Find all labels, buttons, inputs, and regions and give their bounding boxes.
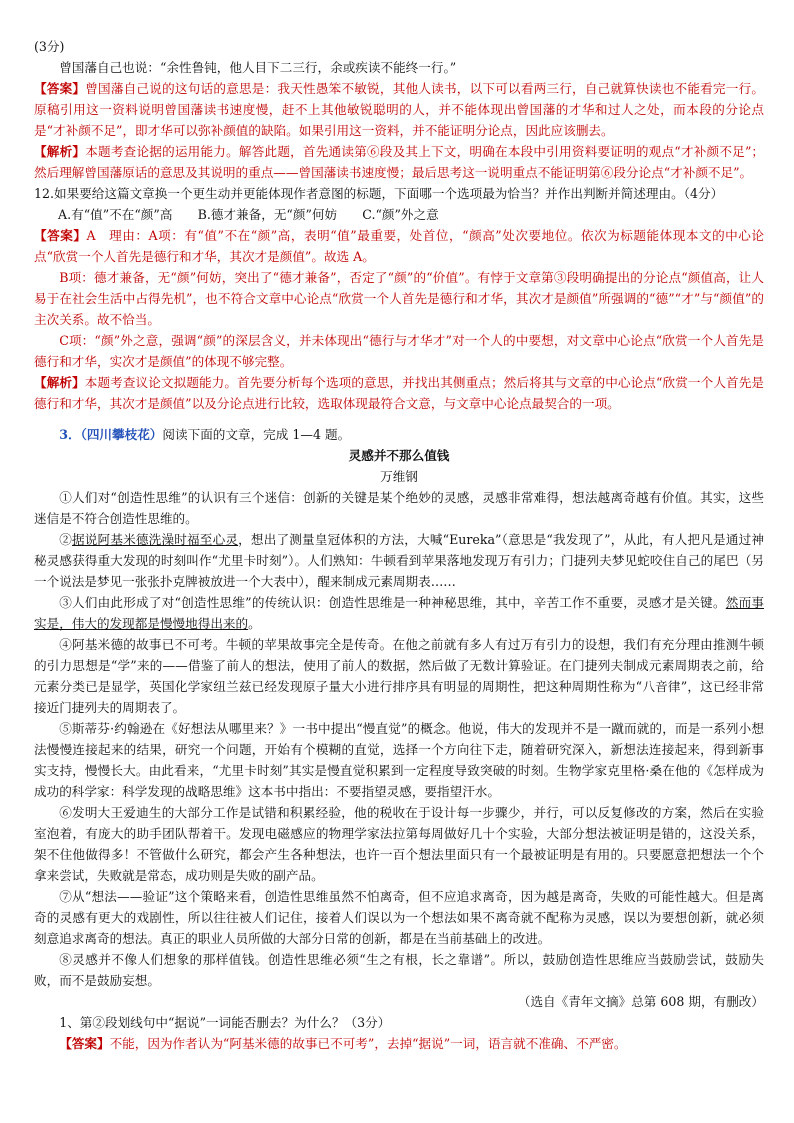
article-source: （选自《青年文摘》总第 608 期，有删改） [517, 994, 764, 1009]
question-12: 12.如果要给这篇文章换一个更生动并更能体现作者意图的标题，下面哪一个选项最为恰当？并作出判断并简述理由。（4分） [34, 186, 724, 201]
paragraph-4: ④阿基米德的故事已不可考。牛顿的苹果故事完全是传奇。在他之前就有多人有过万有引力的设想，我们有充分理由推测牛顿的引力思想是“学”来的——借鉴了前人的想法，使用了前人的数据，然后做了无数计算验证。在门捷列夫制成元素周期表之前，给元素分类已是显学，英国化学家纽兰兹已经发现原子量大小进行排序具有明显的周期性，把这种周期性称为“八音律”，这已经非常接近门捷列夫的周期表了。 [34, 637, 764, 715]
answer-option-c-tail: 对一个人的中要想，对文章中心论点“欣赏一个人首先是德行和才华，实次才是颜值”的体现不够完整。 [34, 333, 764, 369]
analysis-quote-2: “才补颜不足” [663, 165, 740, 180]
analysis-quote: “才补颜不足” [674, 144, 752, 159]
paragraph-5: ⑤斯蒂芬·约翰逊在《好想法从哪里来？》一书中提出“慢直觉”的概念。他说，伟大的发现并不是一蹴而就的，而是一系列小想法慢慢连接起来的结果，研究一个问题，开始有个模糊的直觉，选择一个方向往下走，随着研究深入，新想法连接起来，得到新事实支持，慢慢长大。由此看来，“尤里卡时刻”其实是慢直觉积累到一定程度导致突破的时刻。生物学家克里格·桑在他的《怎样成为成功的科学家：科学发现的战略思维》这本书中指出：不要指望灵感，要指望汗水。 [34, 721, 764, 799]
section-3-heading [34, 424, 764, 445]
answer-option-c-text: C项：“颜”外之意，强调“颜”的深层含义，并未体现出 [59, 333, 363, 348]
answer-11 [34, 78, 764, 141]
score-note: (3分) [34, 39, 65, 54]
paragraph-1: ①人们对“创造性思维”的认识有三个迷信：创新的关键是某个绝妙的灵感，灵感非常难得，想法越离奇越有价值。其实，这些迷信是不符合创造性思维的。 [34, 490, 764, 526]
analysis-text-2: ；然后理解曾国藩原话的意思及其说明的重点——曾国藩读书速度慢；最后思考这一说明重点不能证明第⑥段分论点 [34, 144, 765, 180]
article-title: 灵感并不那么值钱 [348, 448, 450, 463]
analysis-end: 。 [739, 165, 753, 180]
answer-tag: 【答案】 [34, 228, 87, 243]
analysis-text: 本题考查论据的运用能力。解答此题，首先通读第⑥段及其上下文，明确在本段中引用资料要证明的观点 [85, 144, 675, 159]
section-instruction: 阅读下面的文章，完成 1—4 题。 [162, 427, 351, 442]
answer-option-c-quote: “德行与才华才” [362, 333, 452, 348]
quote-line: 曾国藩自己也说：“余性鲁钝，他人目下二三行，余或疾读不能终一行。” [59, 60, 457, 75]
question-1: 1、第②段划线句中“据说”一词能否删去？为什么？（3分） [59, 1015, 391, 1030]
answer-text: 不能，因为作者认为“阿基米德的故事已不可考”，去掉“据说”一词，语言就不准确、不严密。 [109, 1036, 627, 1051]
paragraph-8: ⑧灵感并不像人们想象的那样值钱。创造性思维必须“生之有根，长之靠谱”。所以，鼓励创造性思维应当鼓励尝试，鼓励失败，而不是鼓励妄想。 [34, 952, 764, 988]
analysis-tag: 【解析】 [34, 375, 85, 390]
analysis-12 [34, 372, 764, 414]
answer-tail: ，即才华可以弥补颜值的缺陷。如果引用这一资料，并不能证明分论点，因此应该删去。 [122, 123, 614, 138]
paragraph-text: ，想出了测量皇冠体积的方法，大喊“Eureka”（意思是“我发现了”，从此，有人把凡是通过神秘灵感获得重大发现的时刻叫作“尤里卡时刻”）。人们熟知：牛顿看到苹果落地发现万有引力；门捷列夫梦见蛇咬住自己的尾巴（另一个说法是梦见一张张扑克牌被放进一个大表中），醒来制成元素周期表…… [34, 532, 764, 589]
document-page [34, 36, 764, 1054]
answer-tag: 【答案】 [59, 1036, 110, 1051]
answer-q1 [34, 1033, 764, 1054]
answer-option-b: B项：德才兼备，无“颜”何妨，突出了“德才兼备”，否定了“颜”的“价值”。有悖于文章第③段明确提出的分论点“颜值高，让人易于在社会生活中占得先机”，也不符合文章中心论点“欣赏一个人首先是德行和才华，其次才是颜值”所强调的“德”“才”与“颜值”的主次关系。故不恰当。 [34, 270, 764, 327]
answer-text: 曾国藩自己说的这句话的意思是：我天性愚笨不敏锐，其他人读书，以下可以看两三行，自己就算快读也不能看完一行。原稿引用这一资料说明曾国藩读书速度慢，赶不上其他敏锐聪明的人，并不能体现出曾国藩的才华和过人之处，而本段的分论点是 [34, 81, 765, 138]
question-12-options: A.有“值”不在“颜”高 B.德才兼备，无“颜”何妨 C.“颜”外之意 [58, 207, 439, 222]
analysis-tail: 以及分论点进行比较，选取体现最符合文意，与文章中心论点最契合的一项。 [191, 396, 620, 411]
answer-option-c [34, 330, 764, 372]
analysis-tag: 【解析】 [34, 144, 86, 159]
paragraph-7: ⑦从“想法——验证”这个策略来看，创造性思维虽然不怕离奇，但不应追求离奇，因为越是离奇，失败的可能性越大。但是离奇的灵感有更大的戏剧性，所以往往被人们记住，接着人们误以为一个想法如果不离奇就不配称为灵感，误以为要想创新，就必须刻意追求离奇的想法。真正的职业人员所做的大部分日常的创新，都是在当前基础上的改进。 [34, 889, 764, 946]
analysis-text: 本题考查议论文拟题能力。首先要分析每个选项的意思，并找出其侧重点；然后将其与文章的中心论点“欣赏一个人首先是德行和才华，其次才是颜值” [34, 375, 764, 411]
paragraph-number: ② [59, 532, 72, 547]
article-author: 万维钢 [380, 469, 418, 484]
paragraph-2 [34, 529, 764, 592]
answer-tag: 【答案】 [34, 81, 86, 96]
section-number: 3．（四川攀枝花） [59, 427, 163, 442]
answer-option-a: A 理由：A项：有“值”不在“颜”高，表明“值”最重要，处首位，“颜高”处次要地位。依次为标题能体现本文的中心论点“欣赏一个人首先是德行和才华，其次才是颜值”。故选 A。 [34, 228, 764, 264]
paragraph-6: ⑥发明大王爱迪生的大部分工作是试错和积累经验，他的税收在于设计每一步骤少，并行，可以反复修改的方案，然后在实验室泡着，有庞大的助手团队帮着干。发现电磁感应的物理学家法拉第每周做好几十个实验，大部分想法被证明是错的，这没关系，架不住他做得多！不管做什么研究，都会产生各种想法，也许一百个想法里面只有一个最被证明是有用的。只要愿意把想法一个个拿来尝试，失败就是常态，成功则是失败的副产品。 [34, 805, 764, 883]
analysis-11 [34, 141, 764, 183]
paragraph-end: 。 [248, 616, 261, 631]
paragraph-3 [34, 592, 764, 634]
underlined-sentence: 据说阿基米德洗澡时福至心灵 [71, 532, 239, 547]
underlined-sentence: 然而事实是，伟大的发现都是慢慢地得出来的 [34, 595, 764, 631]
paragraph-text: ③人们由此形成了对“创造性思维”的传统认识：创造性思维是一种神秘思维，其中，辛苦工作不重要，灵感才是关键。 [59, 595, 726, 610]
answer-12 [34, 225, 764, 267]
answer-quote: “才补颜不足” [46, 123, 123, 138]
